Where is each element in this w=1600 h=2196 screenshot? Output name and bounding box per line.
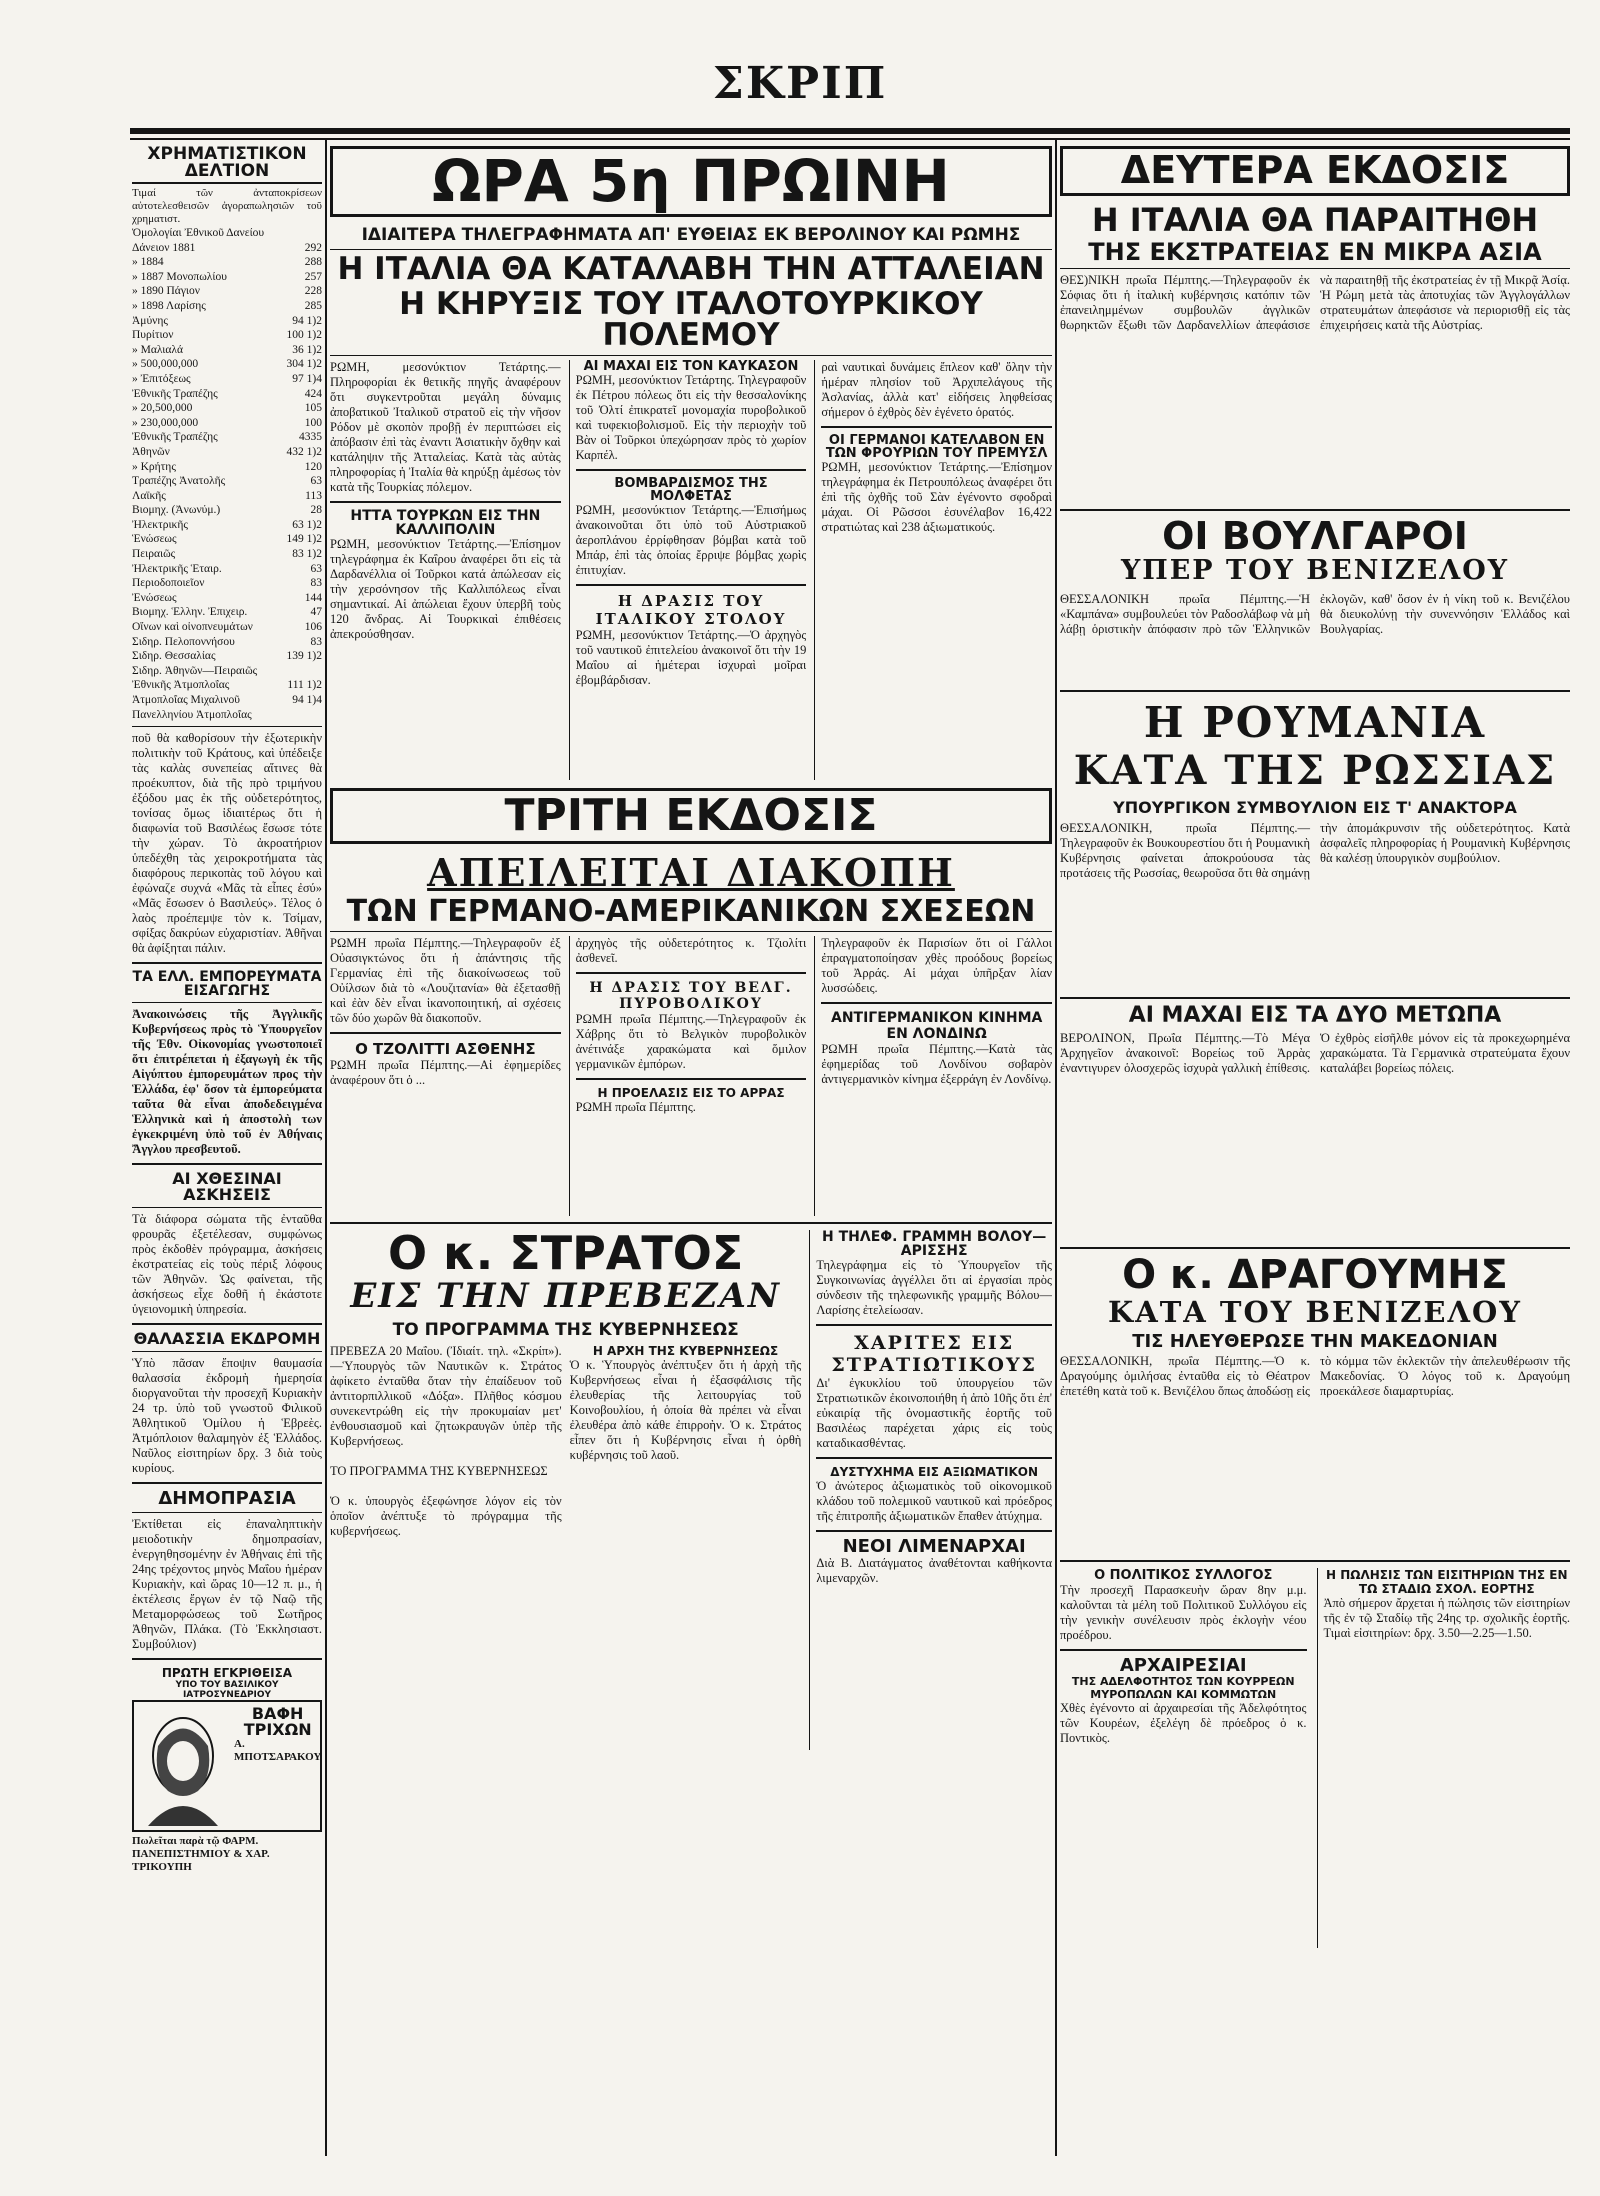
article-headline: Η ΠΩΛΗΣΙΣ ΤΩΝ ΕΙΣΙΤΗΡΙΩΝ ΤΗΣ ΕΝ ΤΩ ΣΤΑΔΙΩ ΣΧΟΛ. ΕΟΡΤΗΣ [1325,1567,1568,1596]
main-headline: ΟΙ ΒΟΥΛΓΑΡΟΙ [1162,513,1468,558]
divider [132,1207,322,1208]
market-security: Ἑνώσεως [132,533,177,546]
article-body: ΠΡΕΒΕΖΑ 20 Μαΐου. (Ἰδιαίτ. τηλ. «Σκρίπ»).—Ὑπουργὸς τῶν Ναυτικῶν κ. Στράτος ἀφίκετο ἐνταῦθα ὅταν τὴν ἐπαίδευον τοῦ ἀντιτορπιλλικοῦ «Δόξα». Πλῆθος κόσμου συνεκεντρώθη εἰς τὴν προκυμαίαν μετ' ἐνθουσιασμοῦ καὶ ζητωκραυγῶν ὑπὲρ τῆς Κυβερνήσεως. ΤΟ ΠΡΟΓΡΑΜΜΑ ΤΗΣ ΚΥΒΕΡΝΗΣΕΩΣ Ὁ κ. ὑπουργὸς ἐξεφώνησε λόγον εἰς τὸν ὁποῖον ἀνέπτυξε τὸ πρόγραμμα τῆς κυβερνήσεως. [330,1344,562,1539]
market-security: Δάνειον 1881 [132,241,196,254]
main-headline: ΕΙΣ ΤΗΝ ΠΡΕΒΕΖΑΝ [350,1276,781,1317]
divider [330,355,1052,356]
market-row [132,532,322,547]
time-banner: ΩΡΑ 5η ΠΡΩΙΝΗ [330,146,1052,217]
market-row [132,708,322,723]
market-price: 288 [304,256,322,269]
article-body: Ἐκτίθεται εἰς ἐπαναληπτικὴν μειοδοτικὴν δημοπρασίαν, ἐνεργηθησομένην ἐν Ἀθήναις ἐπὶ τῆς 24ης τρέχοντος μηνὸς Μαΐου ἡμέραν Κυριακὴν, καὶ ὥρας 10—12 π. μ., ἡ ἐκτέλεσις ἔργων ἐν τῷ Ναῷ τῆς Μεταμορφώσεως τοῦ Σωτῆρος Ἀθηνῶν, Πλάκα. (Τὸ Ἐκκλησιαστ. Συμβούλιον) [132,1517,322,1652]
market-security: Περιοδοποιεῖον [132,577,205,590]
bottom-block [1060,1568,1570,1948]
article-headline: ΗΤΤΑ ΤΟΥΡΚΩΝ ΕΙΣ ΤΗΝ ΚΑΛΛΙΠΟΛΙΝ [350,507,541,538]
divider [330,1222,1052,1224]
market-price: 111 1)2 [287,679,322,692]
divider [132,1351,322,1352]
portrait-illustration-icon [138,1706,228,1826]
market-price: 63 1)2 [292,518,322,531]
market-price: 285 [304,299,322,312]
market-price: 105 [304,402,322,415]
market-price: 83 [310,577,322,590]
market-row [132,241,322,256]
article-body: ΡΩΜΗ πρωΐα Πέμπτης.—Αἱ ἐφημερίδες ἀναφέρουν ὅτι ὁ ... [330,1058,561,1088]
article-body: ΘΕΣ)ΝΙΚΗ πρωΐα Πέμπτης.—Τηλεγραφοῦν ἐκ Σόφιας ὅτι ἡ ἰταλικὴ κυβέρνησις κατόπιν τῶν ἐπανειλημμένων συμβουλῶν ἀγγλικῶν θωρηκτῶν ἔξωθι τῶν Δαρδανελλίων ἀπεφάσισε νὰ παραιτηθῇ τῆς ἐκστρατείας ἐν τῇ Μικρᾷ Ἀσίᾳ. Ἡ Ρώμη μετὰ τὰς ἀποτυχίας τῶν Ἀγγλογάλλων στρατευμάτων ἀπεφάσισε νὰ περιορισθῇ εἰς τὰς ἐπιχειρήσεις κατὰ τῆς Αὐστρίας. [1060,272,1570,332]
news-column [809,1230,1052,1750]
market-row [132,664,322,679]
market-security: Λαϊκῆς [132,489,166,502]
article-headline: ΤΑ ΕΛΛ. ΕΜΠΟΡΕΥΜΑΤΑ ΕΙΣΑΓΩΓΗΣ [132,969,322,1000]
divider [132,1482,322,1484]
article-body: Διὰ Β. Διατάγματος ἀναθέτονται καθήκοντα λιμεναρχῶν. [816,1556,1052,1586]
divider [1060,509,1570,511]
market-row [132,299,322,314]
divider [1060,690,1570,692]
divider [816,1324,1052,1326]
market-row [132,401,322,416]
third-edition-block [330,936,1052,1216]
market-row [132,547,322,562]
market-security: Σιδηρ. Πελοποννήσου [132,635,235,648]
market-security: Ἠλεκτρικῆς Ἑταιρ. [132,562,222,575]
news-column [330,1230,801,1750]
masthead-rule-thin [130,138,1570,140]
divider [1060,268,1570,269]
divider [330,931,1052,932]
news-column [569,936,807,1216]
market-security: Βιομηχ. Ἑλλην. Ἐπιχειρ. [132,606,248,619]
article-headline: Η ΔΡΑΣΙΣ ΤΟΥ ΙΤΑΛΙΚΟΥ ΣΤΟΛΟΥ [595,591,787,628]
market-price: 113 [305,489,322,502]
article-body: ΒΕΡΟΛΙΝΟΝ, Πρωΐα Πέμπτης.—Τὸ Μέγα Ἀρχηγεῖον ἀνακοινοῖ: Βορείως τοῦ Ἀρρὰς ἐναντιγυρεν ὁλοσχερῶς ἰσχυρὰ γαλλικὴ ἐπίθεσις. Ὁ ἐχθρὸς εἰσῆλθε μόνον εἰς τὰ προκεχωρημένα χαρακώματα. Τὰ Γερμανικὰ στρατεύματα ἔχουν καταλάβει βορείως πόλεις. [1060,1030,1570,1075]
market-price: 83 1)2 [292,548,322,561]
subheadline: ΤΗΣ ΑΔΕΛΦΟΤΗΤΟΣ ΤΩΝ ΚΟΥΡΡΕΩΝ ΜΥΡΟΠΩΛΩΝ ΚΑΙ ΚΟΜΜΩΤΩΝ [1071,1674,1295,1701]
market-row [132,605,322,620]
market-price: 139 1)2 [286,650,322,663]
market-row [132,445,322,460]
market-row [132,343,322,358]
divider [1060,1649,1307,1651]
market-price: 97 1)4 [292,372,322,385]
market-row [132,387,322,402]
market-price: 100 [304,416,322,429]
market-price: 424 [304,387,322,400]
market-security: Ἐθνικῆς Τραπέζης [132,431,218,444]
market-row [132,635,322,650]
advertisement [132,1700,322,1832]
article-body: ΘΕΣΣΑΛΟΝΙΚΗ, πρωΐα Πέμπτης.—Τηλεγραφοῦν ἐκ Βουκουρεστίου ὅτι ἡ Ρουμανικὴ Κυβέρνησις φαίνεται ἀποκρούουσα τὰς προτάσεις τῆς Ρωσσίας, θεωροῦσα ὅτι θὰ σημάνῃ τὴν ἀπομάκρυνσιν τῆς οὐδετερότητος. Κατὰ ἀσφαλεῖς πληροφορίας ἡ Ρουμανικὴ Κυβέρνησις θὰ καλέσῃ ὑπουργικὸν συμβούλιον. [1060,820,1570,880]
market-price: 63 [310,562,322,575]
main-headline: ΤΗΣ ΕΚΣΤΡΑΤΕΙΑΣ ΕΝ ΜΙΚΡΑ ΑΣΙΑ [1088,237,1542,266]
market-row [132,576,322,591]
main-headline: ΚΑΤΑ ΤΗΣ ΡΩΣΣΙΑΣ [1073,746,1557,794]
article-body: Δι' ἐγκυκλίου τοῦ ὑπουργείου τῶν Στρατιωτικῶν ἐκοινοποιήθη ἡ ἀπὸ 10ῆς ὅτι ἐπ' εὐκαιρίᾳ τῆς ὀνομαστικῆς ἑορτῆς τοῦ Βασιλέως παρέχεται χάρις εἰς τοὺς καταδικασθέντας. [816,1376,1052,1451]
article-body: ΘΕΣΣΑΛΟΝΙΚΗ, πρωΐα Πέμπτης.—Ὁ κ. Δραγούμης ὁμιλήσας ἐνταῦθα εἰς τὸ Θέατρον ἐπετέθη κατὰ τοῦ κ. Βενιζέλου ὅπως ἀποδώσῃ εἰς τὸ κόμμα τῶν ἐκλεκτῶν τὴν ἀπελευθέρωσιν τῆς Μακεδονίας. Ὁ λόγος τοῦ κ. Δραγούμη προεκάλεσε διαμαρτυρίας. [1060,1353,1570,1398]
main-headline: Η ΙΤΑΛΙΑ ΘΑ ΠΑΡΑΙΤΗΘΗ [1091,200,1539,239]
market-security: Ἐθνικῆς Ἀτμοπλοΐας [132,679,230,692]
market-security: Σιδηρ. Ἀθηνῶν—Πειραιῶς [132,664,258,677]
market-security: » 1884 [132,256,164,269]
article-body: ΡΩΜΗ πρωΐα Πέμπτης. [575,1100,696,1115]
left-column [132,146,322,2156]
divider [821,1002,1052,1004]
market-security: Ὁμολογίαι Ἐθνικοῦ Δανείου [132,227,265,239]
ad-headline: ΠΡΩΤΗ ΕΓΚΡΙΘΕΙΣΑ [161,1666,293,1681]
main-headline: ΤΩΝ ΓΕΡΜΑΝΟ-ΑΜΕΡΙΚΑΝΙΚΩΝ ΣΧΕΣΕΩΝ [346,894,1036,930]
article-body: ΡΩΜΗ, μεσονύκτιον Τετάρτης.—Ἐπισήμως ἀνακοινοῦται ὅτι ὑπὸ τοῦ Αὐστριακοῦ ἀεροπλάνου ἐρρίφθησαν βόμβαι κατὰ τοῦ Μπάρ, ἐπὶ τὰς ὁποίας ἔρριψε βόμβας χωρὶς ἐπιτυχίαν. [575,502,807,577]
article-body: Ὑπὸ πᾶσαν ἔποψιν θαυμασία θαλασσία ἐκδρομὴ ἡμερησία διοργανοῦται τὴν προσεχῆ Κυριακὴν 24 τρ. ὑπὸ τοῦ γνωστοῦ Φιλικοῦ Ἀθλητικοῦ Ὁμίλου ἡ Ἑβρεὲς. Ἀτμόπλοιον θαλαμηγὸν ἐξ Ἑλλάδος. Ναῦλος εἰσιτηρίων δρχ. 3 διὰ τοὺς κυρίους. [132,1356,322,1476]
market-row [132,430,322,445]
market-security: Ἐνώσεως [132,591,177,604]
main-headline: Η ΚΗΡΥΞΙΣ ΤΟΥ ΙΤΑΛΟΤΟΥΡΚΙΚΟΥ ΠΟΛΕΜΟΥ [399,285,983,353]
right-column [1060,146,1570,2156]
divider [132,1512,322,1513]
market-row [132,284,322,299]
subheadline: ΥΠΟΥΡΓΙΚΟΝ ΣΥΜΒΟΥΛΙΟΝ ΕΙΣ Τ' ΑΝΑΚΤΟΡΑ [1113,797,1517,817]
market-price: 257 [304,270,322,283]
article-body: Τηλεγραφοῦν ἐκ Παρισίων ὅτι οἱ Γάλλοι ἐπραγματοποίησαν χθὲς προόδους βορείως τοῦ Ἀρράς. Αἱ μάχαι ὑπῆρξαν λίαν λυσσώδεις. [821,936,1052,996]
market-table [132,226,322,722]
main-headline: ΑΠΕΙΛΕΙΤΑΙ ΔΙΑΚΟΠΗ [427,850,955,896]
market-row [132,678,322,693]
market-row [132,518,322,533]
ad-subheadline: ΥΠΟ ΤΟΥ ΒΑΣΙΛΙΚΟΥ ΙΑΤΡΟΣΥΝΕΔΡΙΟΥ [175,1680,279,1701]
market-security: » 1898 Λαρίσης [132,299,206,312]
market-row [132,314,322,329]
market-security: » Κρήτης [132,460,176,473]
market-security: Πανελληνίου Ἀτμοπλοΐας [132,708,252,721]
market-security: Ἀτμοπλοΐας Μιχαλινοῦ [132,694,240,706]
market-security: Πειραιῶς [132,548,176,561]
market-price: 100 1)2 [286,329,322,342]
market-price: 120 [304,460,322,473]
market-row [132,226,322,241]
article-headline: ΒΟΜΒΑΡΔΙΣΜΟΣ ΤΗΣ ΜΟΛΦΕΤΑΣ [614,475,768,504]
article-body: ΡΩΜΗ πρωΐα Πέμπτης.—Τηλεγραφοῦν ἐξ Οὐασιγκτώνος ὅτι ἡ ἀπάντησις τῆς Γερμανίας ἐπὶ τῆς διακοίνωσεως τοῦ Οὐίλσων διὰ τὸ «Λουζιτανία» θὰ ἐξετασθῇ καὶ ἐὰν δὲν εἶναι ἱκανοποιητική, αἱ σχέσεις τῶν δύο χωρῶν θὰ διακοποῦν. [330,936,561,1026]
market-price: 4335 [299,431,322,444]
main-headline: Ο κ. ΣΤΡΑΤΟΣ [388,1230,744,1281]
subheadline: ΤΟ ΠΡΟΓΡΑΜΜΑ ΤΗΣ ΚΥΒΕΡΝΗΣΕΩΣ [392,1320,739,1341]
article-body: ΡΩΜΗ, μεσονύκτιον Τετάρτης.—Ὁ ἀρχηγὸς τοῦ ναυτικοῦ ἐπιτελείου ἀνακοινοῖ ὅτι τὴν 19 Μαΐου αἱ ἡμέτεραι ἰσχυραὶ μοῖραι ἐβομβάρδισαν. [575,627,807,687]
main-headline: ΥΠΕΡ ΤΟΥ ΒΕΝΙΖΕΛΟΥ [1120,554,1510,586]
market-security: » 20,500,000 [132,402,193,415]
masthead-title: ΣΚΡΙΠ [712,58,888,109]
story-columns [330,1344,801,1539]
divider [132,726,322,727]
news-column [1060,1568,1307,1948]
ad-maker: Α. ΜΠΟΤΣΑΡΑΚΟΥ [234,1738,322,1764]
article-headline: ΑΙ ΜΑΧΑΙ ΕΙΣ ΤΑ ΔΥΟ ΜΕΤΩΠΑ [1128,1002,1502,1028]
market-security: Οἴνων καὶ οἰνοπνευμάτων [132,621,253,634]
market-price: 94 1)2 [292,314,322,327]
market-row [132,489,322,504]
article-headline: Η ΔΡΑΣΙΣ ΤΟΥ ΒΕΛΓ. ΠΥΡΟΒΟΛΙΚΟΥ [589,980,793,1013]
market-row [132,503,322,518]
market-row [132,270,322,285]
article-body: ΘΕΣΣΑΛΟΝΙΚΗ πρωΐα Πέμπτης.—Ἡ «Καμπάνα» συμβουλεύει τὸν Ραδοσλάβωφ νὰ μὴ λάβῃ ὁριστικὴν ἀπόφασιν πρὸ τῶν Ἑλληνικῶν ἐκλογῶν, καθ' ὅσον ἐν ἡ νίκη τοῦ κ. Βενιζέλου θὰ διευκολύνῃ τὴν συνεννόησιν Ἑλλάδος καὶ Βουλγαρίας. [1060,591,1570,636]
article-body: Ἀπὸ σήμερον ἄρχεται ἡ πώλησις τῶν εἰσιτηρίων τῆς ἐν τῷ Σταδίῳ τῆς 24ης τρ. σχολικῆς ἑορτῆς. Τιμαὶ εἰσιτηρίων: δρχ. 3.50—2.25—1.50. [1323,1595,1570,1640]
article-headline: ΑΙ ΧΘΕΣΙΝΑΙ ΑΣΚΗΣΕΙΣ [172,1169,282,1205]
divider [816,1530,1052,1532]
market-price: 292 [304,241,322,254]
market-intro: Τιμαί τῶν ἀνταποκρίσεων αὐτοτελεσθεισῶν ἀγοραπωλησιῶν τοῦ χρηματιστ. [132,187,322,225]
telegram-block [330,360,1052,780]
market-row [132,357,322,372]
divider [576,972,807,974]
main-headline: ΚΑΤΑ ΤΟΥ ΒΕΝΙΖΕΛΟΥ [1108,1294,1522,1329]
article-headline: ΘΑΛΑΣΣΙΑ ΕΚΔΡΟΜΗ [133,1329,321,1349]
market-security: » Ἐπιτόξεως [132,372,191,385]
column-divider [325,140,327,2156]
article-body: ΡΩΜΗ πρωΐα Πέμπτης.—Κατὰ τὰς ἐφημερίδας τοῦ Λονδίνου σοβαρὸν ἀντιγερμανικὸν κίνημα ἐξερράγη ἐν Λονδίνῳ. [821,1042,1052,1087]
market-price: 432 1)2 [286,445,322,458]
market-security: » 230,000,000 [132,416,199,429]
article-body: ραὶ ναυτικαὶ δυνάμεις ἔπλεον καθ' ὅλην τὴν ἡμέραν πλησίον τοῦ Ἀρχιπελάγους τῆς Ἀσλανίας, ἀλλὰ κατ' εἰδήσεις ληφθείσας σήμερον ὁ ἐχθρὸς δὲν ἐγένετο ὁρατός. [821,359,1052,419]
article-headline: ΧΑΡΙΤΕΣ ΕΙΣ ΣΤΡΑΤΙΩΤΙΚΟΥΣ [831,1332,1037,1377]
article-headline: ΑΙ ΜΑΧΑΙ ΕΙΣ ΤΟΝ ΚΑΥΚΑΣΟΝ [583,359,799,374]
market-security: » 1890 Πάγιον [132,285,200,298]
main-headline: Η ΙΤΑΛΙΑ ΘΑ ΚΑΤΑΛΑΒΗ ΤΗΝ ΑΤΤΑΛΕΙΑΝ [330,249,1052,285]
market-row [132,328,322,343]
main-headline: Ο κ. ΔΡΑΓΟΥΜΗΣ [1122,1251,1508,1298]
market-security: Ἐθνικῆς Τραπέζης [132,387,218,400]
divider [576,584,807,586]
market-row [132,562,322,577]
market-price: 228 [304,285,322,298]
article-body: ΡΩΜΗ, μεσονύκτιον Τετάρτης.—Ἐπίσημον τηλεγράφημα ἐκ Πετρουπόλεως ἀναφέρει ὅτι ἐπὶ τῆς ὀχθῆς τοῦ Σὰν ἐγένοντο σφοδραὶ μάχαι. Οἱ Ρῶσσοι ἐσυνέλαβον 16,422 στρατιώτας καὶ 238 ἀξιωματικούς. [821,459,1052,534]
article-body: ΡΩΜΗ, μεσονύκτιον Τετάρτης. Τηλεγραφοῦν ἐκ Πέτρου πόλεως ὅτι εἰς τὴν θεσσαλονίκης τοῦ Ὀλτί ἐπικρατεῖ μονομαχία πυροβολικοῦ καὶ τυφεκιοβολισμοῦ. Εἰς τὴν περιοχὴν τοῦ Βὰν οἱ Τοῦρκοι ὑπεχώρησαν πρὸς τὸ χωρίον Καρπέλ. [575,372,807,462]
market-row [132,474,322,489]
article-headline: ΔΗΜΟΠΡΑΣΙΑ [158,1488,296,1510]
market-price: 63 [310,475,322,488]
article-body: ΡΩΜΗ, μεσονύκτιον Τετάρτης.—Πληροφορίαι ἐκ θετικῆς πηγῆς ἀναφέρουν ὅτι συγκεντροῦται μεγάλη δύναμις ἀποβατικοῦ Ἰταλικοῦ στρατοῦ εἰς τὴν νῆσον Ρόδον μὲ σκοπὸν προβῇ ἐν περιπτώσει εἰς ἀπόβασιν ἐπὶ τὰς ἐναντι Ἀσιατικὴν ὄχθην καὶ κατάληψιν τῆς Ἀτταλείας. Κατὰ τὰς αὐτὰς πληροφορίας ἡ Ἰταλία θὰ κηρύξῃ ἀμέσως τὸν κατὰ τῆς Τουρκίας πόλεμον. [330,359,561,494]
news-column [814,936,1052,1216]
article-headline: Η ΑΡΧΗ ΤΗΣ ΚΥΒΕΡΝΗΣΕΩΣ [592,1344,779,1359]
divider [330,1032,561,1034]
article-body: ΡΩΜΗ, μεσονύκτιον Τετάρτης.—Ἐπίσημον τηλεγράφημα ἐκ Καΐρου ἀναφέρει ὅτι εἰς τὰ Δαρδανέλλια οἱ Τοῦρκοι κατά ἀπώλεσαν εἰς τὴν χερσόνησον τῆς Καλλιπόλεως εἶναι σημαντικαί. Αἱ ἀπώλειαι ἔχουν ὑπερβῆ τοὺς 120 ἄνδρας. Αἱ Τουρκικαὶ ἐπιθέσεις ἀπεκρούσθησαν. [330,536,561,641]
article-body: Ὁ ἀνώτερος ἀξιωματικὸς τοῦ οἰκονομικοῦ κλάδου τοῦ πολεμικοῦ ναυτικοῦ καὶ πρόεδρος τῆς ἐπιτροπῆς ἀξιωματικῶν ἔπαθεν ἀτύχημα. [816,1479,1052,1524]
divider [1060,1560,1570,1562]
article-headline: ΟΙ ΓΕΡΜΑΝΟΙ ΚΑΤΕΛΑΒΟΝ ΕΝ ΤΩΝ ΦΡΟΥΡΙΩΝ ΤΟΥ ΠΡΕΜΥΣΛ [825,432,1048,461]
article-headline: ΝΕΟΙ ΛΙΜΕΝΑΡΧΑΙ [842,1536,1026,1558]
news-column [330,360,561,780]
main-headline: Η ΡΟΥΜΑΝΙΑ [1143,697,1487,747]
market-row [132,693,322,708]
divider [576,1078,807,1080]
market-row [132,620,322,635]
article-body: Τὴν προσεχῆ Παρασκευὴν ὥραν 8ην μ.μ. καλοῦνται τὰ μέλη τοῦ Πολιτικοῦ Συλλόγου εἰς τὴν γενικὴν συνέλευσιν πρὸς ἐκλογὴν νέου προέδρου. [1060,1582,1307,1642]
market-security: Ἀθηνῶν [132,445,170,458]
divider [816,1457,1052,1459]
market-security: Ἠλεκτρικῆς [132,518,188,531]
market-title: ΧΡΗΜΑΤΙΣΤΙΚΟΝ ΔΕΛΤΙΟΝ [132,146,322,184]
market-price: 149 1)2 [286,533,322,546]
market-price: 144 [304,591,322,604]
market-security: Τραπέζης Ἀνατολῆς [132,475,226,488]
article-body: ἀρχηγὸς τῆς οὐδετερότητος κ. Τζιολίτι ἀσθενεῖ. [575,936,807,966]
market-row [132,255,322,270]
market-security: » 1887 Μονοπωλίου [132,270,227,283]
article-body: Ὁ κ. Ὑπουργὸς ἀνέπτυξεν ὅτι ἡ ἀρχὴ τῆς Κυβερνήσεως εἶναι ἡ ἐξασφάλισις τῆς ἐλευθερίας τῆς λειτουργίας τοῦ Κοινοβουλίου, ἡ ὁποία θὰ πρέπει νὰ εἶναι ἐλευθέρα ἀπὸ κάθε ἐπιρροὴν. Ὁ κ. Στράτος εἶπεν ὅτι ἡ Κυβέρνησις εἶναι ἡ ὀρθὴ κυβέρνησις τοῦ λαοῦ. [569,1358,802,1463]
market-price: 304 1)2 [286,358,322,371]
divider [1060,997,1570,999]
second-edition-banner: ΔΕΥΤΕΡΑ ΕΚΔΟΣΙΣ [1060,146,1570,196]
article-headline: Ο ΠΟΛΙΤΙΚΟΣ ΣΥΛΛΟΓΟΣ [1094,1567,1273,1583]
market-security: Βιομηχ. (Ἀνωνύμ.) [132,504,221,517]
market-security: » Μαλιαλά [132,343,184,356]
third-edition-banner: ΤΡΙΤΗ ΕΚΔΟΣΙΣ [330,788,1052,844]
article-headline: Η ΤΗΛΕΦ. ΓΡΑΜΜΗ ΒΟΛΟΥ—ΑΡΙΣΣΗΣ [822,1230,1047,1260]
divider [132,962,322,964]
market-price: 83 [310,635,322,648]
ad-footer: Πωλεῖται παρὰ τῷ ΦΑΡΜ. ΠΑΝΕΠΙΣΤΗΜΙΟΥ & ΧΑΡ. ΤΡΙΚΟΥΠΗ [132,1835,270,1874]
news-column [1317,1568,1571,1948]
divider [1060,1247,1570,1249]
market-price: 36 1)2 [292,343,322,356]
article-body: Τὰ διάφορα σώματα τῆς ἐνταῦθα φρουρᾶς ἐξετέλεσαν, συμφώνως πρὸς ἐκδοθὲν πρόγραμμα, ἀσκήσεις ἐκστρατείας εἰς τοὺς πέριξ λόφους τῶν Ἀθηνῶν. Ὡς φαίνεται, τῆς ἀσκήσεως εἶχε δοθῆ ἡ ἐκάστοτε ὑγειονομικὴ ὑπηρεσία. [132,1212,322,1317]
article-body: Τηλεγράφημα εἰς τὸ Ὑπουργεῖον τῆς Συγκοινωνίας ἀγγέλλει ὅτι αἱ ἐργασίαι πρὸς σύνδεσιν τῆς τηλεφωνικῆς γραμμῆς Βόλου—Λαρίσης ἐτελείωσαν. [816,1258,1052,1318]
market-security: Πυρίτιον [132,329,174,342]
article-body: ποῦ θὰ καθορίσουν τὴν ἐξωτερικὴν πολιτικὴν τοῦ Κράτους, καὶ ὑπέδειξε τὰς καλὰς συνεπείας αἵτινες θὰ προέκυπτον, διὰ τῆς πρὸ τριμήνου ἐξόδου μας ἐκ τῆς οὐδετερότητος, τονίσας ὅμως ἰδιαιτέρως ὅτι ἡ διαφωνία τοῦ Βασιλέως ἔσωσε τότε τὴν χώραν. Τὸ ἀκροατήριον ὑπεδέχθη τὰς χειροκροτήματα τὰς διαφόρους περικοπὰς τοῦ λόγου καὶ ἐφώναζε συχνά «Μᾶς τὰ εἶπες ἐσύ» «Μᾶς ἔσωσεν ὁ Βασιλεύς». Τέλος ὁ λαὸς προέπεμψε τὸν κ. Τσίμαν, σφίξας δακρύων εὐχαριστίαν. Ἀθῆναι θὰ ἀφίξηται πάλιν. [132,731,322,956]
column-divider [1055,140,1057,2156]
article-headline: Ο ΤΖΟΛΙΤΤΙ ΑΣΘΕΝΗΣ [355,1040,536,1059]
market-security: » 500,000,000 [132,358,199,371]
market-row [132,416,322,431]
ad-product: ΒΑΦΗ ΤΡΙΧΩΝ [243,1704,312,1740]
article-body: Χθὲς ἐγένοντο αἱ ἀρχαιρεσίαι τῆς Ἀδελφότητος τῶν Κουρέων, ἐξελέγη δὲ πρόεδρος ὁ κ. Ποντικὸς. [1060,1700,1307,1745]
divider [132,1163,322,1165]
market-row [132,591,322,606]
divider [132,1658,322,1660]
article-headline: Η ΠΡΟΕΛΑΣΙΣ ΕΙΣ ΤΟ ΑΡΡΑΣ [597,1086,785,1101]
divider [330,501,561,503]
divider [576,469,807,471]
market-price: 28 [310,504,322,517]
article-headline: ΑΡΧΑΙΡΕΣΙΑΙ [1119,1654,1247,1676]
center-column [330,146,1052,2156]
subheadline: ΤΙΣ ΗΛΕΥΘΕΡΩΣΕ ΤΗΝ ΜΑΚΕΔΟΝΙΑΝ [1132,1330,1498,1352]
banner-subtitle: ΙΔΙΑΙΤΕΡΑ ΤΗΛΕΓΡΑΦΗΜΑΤΑ ΑΠ' ΕΥΘΕΙΑΣ ΕΚ ΒΕΡΟΛΙΝΟΥ ΚΑΙ ΡΩΜΗΣ [361,224,1021,245]
divider [821,426,1052,428]
news-column [330,936,561,1216]
article-headline: ΔΥΣΤΥΧΗΜΑ ΕΙΣ ΑΞΙΩΜΑΤΙΚΟΝ [830,1465,1039,1480]
news-column [814,360,1052,780]
news-column [570,1344,802,1539]
article-body: ΡΩΜΗ πρωΐα Πέμπτης.—Τηλεγραφοῦν ἐκ Χάβρης ὅτι τὸ Βελγικὸν πυροβολικὸν ἀνέτινάξε χαρακώματα καὶ ὅμιλον γερμανικῶν ἐμπόρων. [575,1012,807,1072]
bottom-block [330,1230,1052,1750]
news-column [569,360,807,780]
article-headline: ΑΝΤΙΓΕΡΜΑΝΙΚΟΝ ΚΙΝΗΜΑ ΕΝ ΛΟΝΔΙΝΩ [831,1010,1043,1043]
market-row [132,372,322,387]
divider [132,1323,322,1325]
article-body: Ἀνακοινώσεις τῆς Ἀγγλικῆς Κυβερνήσεως πρὸς τὸ Ὑπουργεῖον τῆς Ἐθν. Οἰκονομίας γνωστοποιεῖ ὅτι ἐπιτρέπεται ἡ ἐξαγωγὴ ἐκ τῆς Αἰγύπτου ἐμπορευμάτων προς τὴν Ἑλλάδα, ἐφ' ὅσον τὰ ἐμπορεύματα ταῦτα θὰ εἶναι ἀποδεδειγμένα Ἑλληνικὰ καὶ ἡ ἀποστολὴ των ἐγκεκριμένη ὑπὸ τοῦ ἐν Ἀθήναις Ἄγγλου πρεσβευτοῦ. [132,1007,322,1157]
masthead-rule [130,128,1570,134]
divider [132,1002,322,1003]
market-row [132,460,322,475]
market-row [132,649,322,664]
market-security: Σιδηρ. Θεσσαλίας [132,650,216,663]
market-price: 94 1)4 [292,694,322,706]
market-price: 106 [304,621,322,634]
market-price: 47 [310,606,322,619]
market-security: Ἀμύνης [132,314,168,327]
